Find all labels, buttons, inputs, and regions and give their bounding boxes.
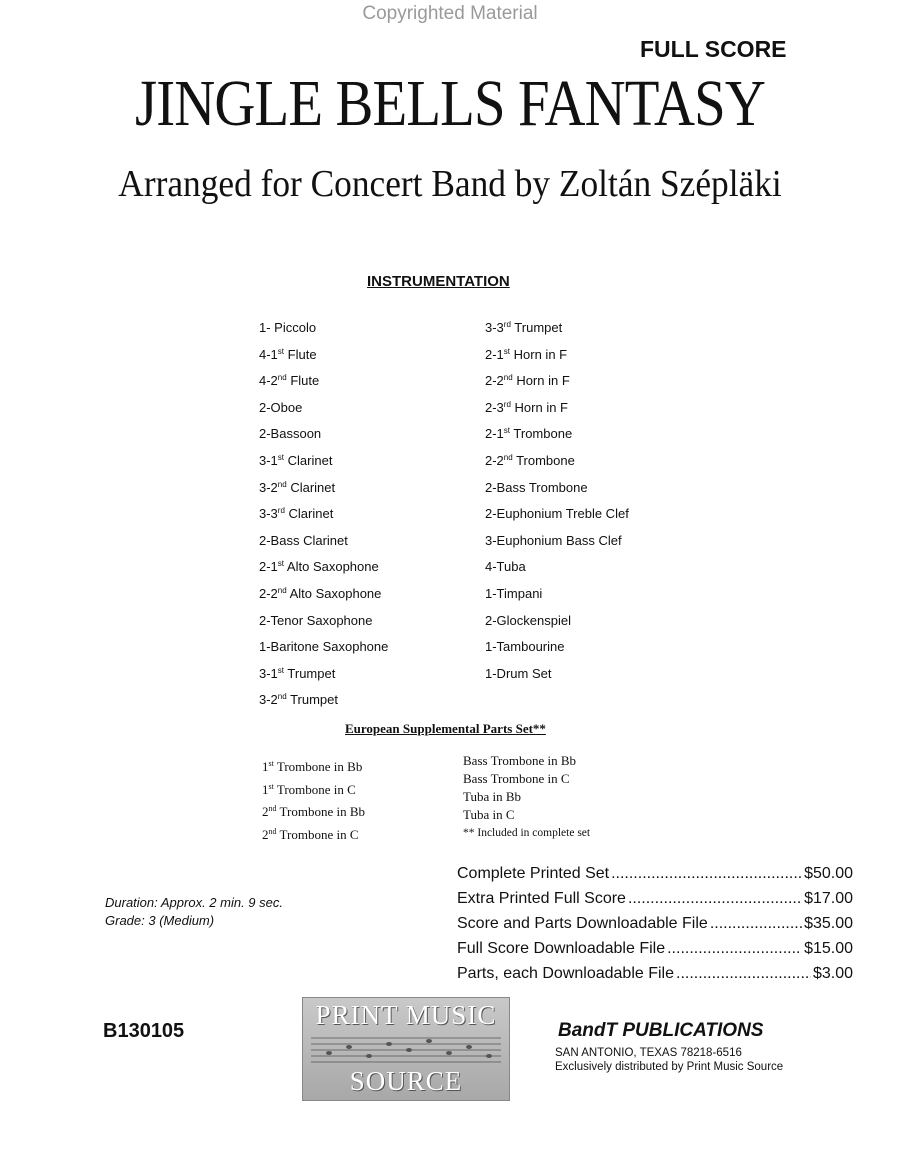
logo-text-top: PRINT MUSIC — [315, 1000, 497, 1030]
european-parts-right — [463, 752, 590, 842]
instrument-item: 2-Bass Clarinet — [259, 532, 348, 548]
instrument-item: 4-2nd Flute — [259, 373, 320, 389]
european-part-item: 2nd Trombone in Bb — [262, 804, 365, 819]
instrument-item: 2-2nd Horn in F — [485, 373, 570, 389]
catalog-number: B130105 — [103, 1020, 185, 1042]
european-part-item: Tuba in Bb — [463, 789, 522, 804]
instrument-item: 3-2nd Trumpet — [259, 692, 338, 708]
publisher-distribution: Exclusively distributed by Print Music Source — [555, 1061, 784, 1073]
instrument-item: 2-Bassoon — [259, 426, 322, 442]
duration-grade-info — [105, 894, 283, 930]
price-value: $3.00 — [812, 965, 853, 982]
european-parts-heading: European Supplemental Parts Set** — [345, 721, 546, 736]
full-score-label: FULL SCORE — [640, 36, 787, 62]
instrument-item: 4-1st Flute — [259, 346, 317, 362]
arranger-subtitle: Arranged for Concert Band by Zoltán Szépläki — [118, 163, 782, 205]
price-label: Parts, each Downloadable File — [457, 965, 675, 982]
price-label: Full Score Downloadable File — [457, 940, 666, 957]
instrument-item: 1-Tambourine — [485, 639, 565, 655]
price-label: Score and Parts Downloadable File — [457, 915, 708, 932]
instrument-item: 2-1st Horn in F — [485, 346, 568, 362]
european-part-item: Tuba in C — [463, 807, 515, 822]
instrument-item: 3-Euphonium Bass Clef — [485, 532, 622, 548]
european-part-item: Bass Trombone in Bb — [463, 753, 577, 768]
european-part-item: Bass Trombone in C — [463, 771, 570, 786]
logo-text-bottom: SOURCE — [349, 1066, 463, 1096]
instrument-item: 4-Tuba — [485, 559, 526, 575]
publisher-name: BandT PUBLICATIONS — [558, 1020, 764, 1041]
music-staff-icon — [311, 1034, 501, 1064]
instrumentation-heading: INSTRUMENTATION — [367, 273, 510, 290]
european-parts-left — [262, 756, 365, 846]
instrument-item: 3-3rd Clarinet — [259, 506, 334, 522]
instrument-item: 2-3rd Horn in F — [485, 399, 568, 415]
price-label: Complete Printed Set — [457, 865, 610, 882]
price-value: $35.00 — [804, 915, 853, 932]
european-part-item: 1st Trombone in C — [262, 781, 356, 797]
instrument-item: 1-Timpani — [485, 585, 543, 601]
price-list — [457, 861, 853, 986]
price-row — [457, 936, 853, 961]
instrument-list-right — [485, 315, 629, 687]
instrument-item: 2-Oboe — [259, 399, 303, 415]
instrument-list-left — [259, 315, 388, 714]
price-value: $50.00 — [804, 865, 853, 882]
instrument-item: 2-Bass Trombone — [485, 479, 588, 495]
instrument-item: 2-Euphonium Treble Clef — [485, 506, 629, 522]
instrument-item: 3-1st Trumpet — [259, 665, 336, 681]
instrument-item: 2-Glockenspiel — [485, 612, 571, 628]
instrument-item: 3-2nd Clarinet — [259, 479, 336, 495]
instrument-item: 1-Drum Set — [485, 665, 552, 681]
price-value: $15.00 — [804, 940, 853, 957]
instrument-item: 2-1st Trombone — [485, 426, 573, 442]
instrument-item: 2-Tenor Saxophone — [259, 612, 373, 628]
instrument-item: 1-Baritone Saxophone — [259, 639, 389, 655]
instrument-item: 2-1st Alto Saxophone — [259, 559, 379, 575]
price-value: $17.00 — [804, 890, 853, 907]
watermark-text: Copyrighted Material — [362, 3, 538, 24]
price-row — [457, 961, 853, 986]
instrument-item: 2-2nd Trombone — [485, 452, 575, 468]
price-label: Extra Printed Full Score — [457, 890, 626, 907]
duration-text: Duration: Approx. 2 min. 9 sec. — [105, 895, 283, 910]
publisher-details — [555, 1046, 783, 1074]
complete-set-note: ** Included in complete set — [463, 827, 591, 839]
page-title: JINGLE BELLS FANTASY — [135, 67, 765, 140]
price-row — [457, 911, 853, 936]
publisher-city: SAN ANTONIO, TEXAS 78218-6516 — [555, 1047, 742, 1059]
european-part-item: 1st Trombone in Bb — [262, 759, 363, 774]
instrument-item: 3-1st Clarinet — [259, 452, 333, 468]
instrument-item: 2-2nd Alto Saxophone — [259, 585, 382, 601]
grade-text: Grade: 3 (Medium) — [105, 913, 215, 928]
price-row — [457, 886, 853, 911]
instrument-item: 3-3rd Trumpet — [485, 320, 563, 335]
instrument-item: 1- Piccolo — [259, 320, 317, 335]
price-row — [457, 861, 853, 886]
print-music-source-logo — [302, 997, 510, 1101]
european-part-item: 2nd Trombone in C — [262, 826, 359, 842]
